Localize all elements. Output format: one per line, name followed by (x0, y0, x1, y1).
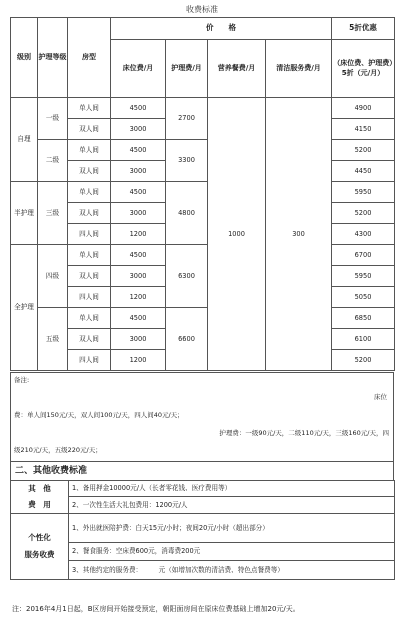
header-cleaning-fee: 清洁服务费/月 (266, 40, 332, 98)
care-fee-cell: 6300 (166, 245, 208, 308)
care-fee-cell: 6600 (166, 308, 208, 371)
room-cell: 单人间 (68, 308, 111, 329)
bed-fee-cell: 1200 (111, 224, 166, 245)
care-fee-cell: 3300 (166, 140, 208, 182)
bed-fee-cell: 1200 (111, 287, 166, 308)
discount-cell: 5200 (332, 350, 395, 371)
header-meal-fee: 营养餐费/月 (208, 40, 266, 98)
header-room-type: 房型 (68, 18, 111, 98)
room-cell: 单人间 (68, 140, 111, 161)
price-table (10, 17, 395, 371)
personal-service-label (11, 514, 69, 580)
discount-cell: 4150 (332, 119, 395, 140)
footnote: 注：2016年4月1日起，B区房间开始接受预定，朝阳面房间在原床位费基础上增加20元/天。 (12, 605, 300, 613)
discount-cell: 5950 (332, 266, 395, 287)
bed-fee-cell: 4500 (111, 245, 166, 266)
bed-fee-cell: 4500 (111, 308, 166, 329)
discount-cell: 4300 (332, 224, 395, 245)
bed-fee-cell: 3000 (111, 266, 166, 287)
discount-cell: 5050 (332, 287, 395, 308)
discount-cell: 5950 (332, 182, 395, 203)
room-cell: 双人间 (68, 203, 111, 224)
header-bed-fee: 床位费/月 (111, 40, 166, 98)
discount-cell: 4900 (332, 98, 395, 119)
room-cell: 四人间 (68, 350, 111, 371)
care-fee-cell: 2700 (166, 98, 208, 140)
room-cell: 单人间 (68, 98, 111, 119)
room-cell: 四人间 (68, 224, 111, 245)
bed-fee-cell: 3000 (111, 161, 166, 182)
table-row (11, 140, 395, 161)
level-cell: 半护理 (11, 182, 38, 245)
care-fee-cell: 4800 (166, 182, 208, 245)
other-fees-table (10, 480, 395, 580)
header-level: 级别 (11, 18, 38, 98)
level-cell: 全护理 (11, 245, 38, 371)
table-row (11, 182, 395, 203)
bed-fee-cell: 3000 (111, 329, 166, 350)
bed-fee-cell: 4500 (111, 140, 166, 161)
table-row (11, 98, 395, 119)
room-cell: 单人间 (68, 245, 111, 266)
header-discount-sub: （床位费、护理费）5折（元/月） (332, 40, 395, 98)
grade-cell: 四级 (38, 245, 68, 308)
header-care-grade: 护理等级 (38, 18, 68, 98)
other-fees-title: 二、其他收费标准 (10, 461, 394, 480)
personal-service-item: 2、餐食服务：空床费600元，消毒费200元 (69, 543, 395, 561)
header-discount: 5折优惠 (332, 18, 395, 40)
room-cell: 单人间 (68, 182, 111, 203)
room-cell: 双人间 (68, 329, 111, 350)
personal-service-label-line-1: 个性化 (28, 533, 51, 543)
cleaning-fee-cell: 300 (266, 98, 332, 371)
meal-fee-cell: 1000 (208, 98, 266, 371)
discount-cell: 5200 (332, 140, 395, 161)
room-cell: 四人间 (68, 287, 111, 308)
notes-care-line: 护理费：一级90元/天，二级110元/天，三级160元/天，四 (219, 429, 389, 437)
notes-care-line-2: 级210元/天，五级220元/天； (14, 446, 102, 454)
personal-service-label-line-2: 服务收费 (24, 549, 55, 559)
table-row (11, 245, 395, 266)
personal-service-item: 3、其他约定的服务费： 元（如增加次数的清洁费、特色点餐费等） (69, 561, 395, 580)
grade-cell: 一级 (38, 98, 68, 140)
other-fees-label-line-2: 费 用 (28, 500, 51, 509)
personal-service-item: 1、外出就医陪护费：白天15元/小时；夜间20元/小时（超出部分） (69, 514, 395, 543)
notes-bed-line: 费：单人间150元/天，双人间100元/天，四人间40元/天； (14, 411, 184, 419)
bed-fee-cell: 3000 (111, 203, 166, 224)
room-cell: 双人间 (68, 119, 111, 140)
grade-cell: 三级 (38, 182, 68, 245)
grade-cell: 二级 (38, 140, 68, 182)
bed-fee-cell: 1200 (111, 350, 166, 371)
notes-bed-label: 床位 (374, 393, 387, 401)
bed-fee-cell: 3000 (111, 119, 166, 140)
discount-cell: 6700 (332, 245, 395, 266)
page-title: 收费标准 (186, 5, 218, 14)
header-care-fee: 护理费/月 (166, 40, 208, 98)
discount-cell: 6850 (332, 308, 395, 329)
room-cell: 双人间 (68, 161, 111, 182)
discount-cell: 4450 (332, 161, 395, 182)
discount-cell: 6100 (332, 329, 395, 350)
room-cell: 双人间 (68, 266, 111, 287)
other-fee-item: 1、备用押金10000元/人（长者零花钱、医疗费用等） (69, 481, 395, 497)
other-fee-item: 2、一次性生活大礼包费用：1200元/人 (69, 497, 395, 514)
notes-box (10, 372, 394, 462)
bed-fee-cell: 4500 (111, 98, 166, 119)
table-row (11, 308, 395, 329)
header-price: 价 格 (111, 18, 332, 40)
bed-fee-cell: 4500 (111, 182, 166, 203)
grade-cell: 五级 (38, 308, 68, 371)
notes-label: 备注: (14, 376, 30, 384)
other-fees-label-line-1: 其 他 (28, 483, 51, 493)
level-cell: 自理 (11, 98, 38, 182)
discount-cell: 5200 (332, 203, 395, 224)
other-fees-label (11, 481, 69, 514)
